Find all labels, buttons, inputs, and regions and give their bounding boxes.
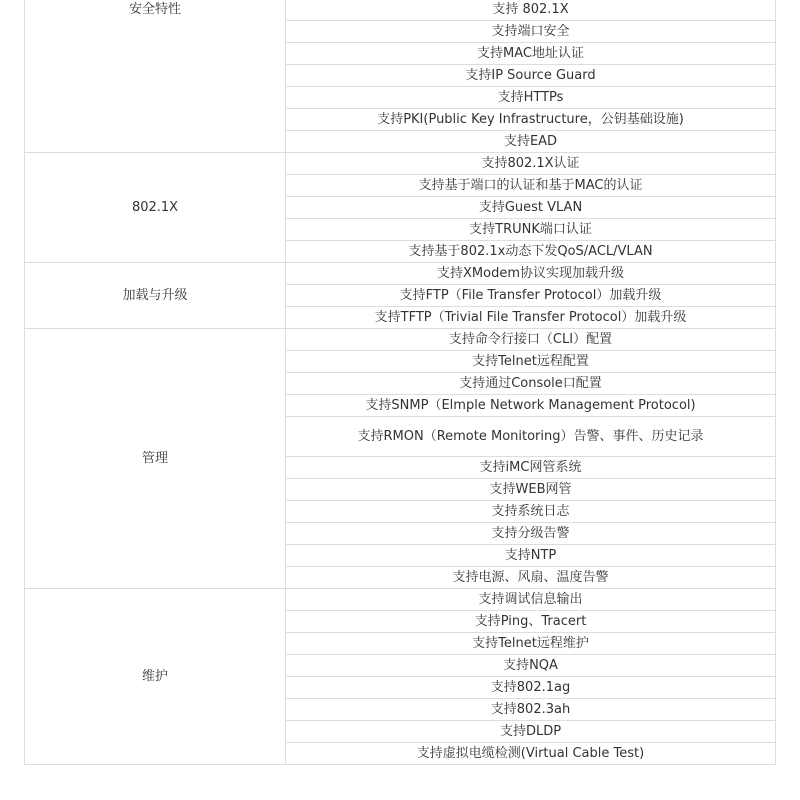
- category-cell: 加载与升级: [25, 263, 286, 329]
- table-row: [25, 589, 776, 611]
- feature-cell: 支持WEB网管: [286, 479, 776, 501]
- feature-cell: 支持基于端口的认证和基于MAC的认证: [286, 175, 776, 197]
- feature-cell: 支持RMON（Remote Monitoring）告警、事件、历史记录: [286, 417, 776, 457]
- feature-cell: 支持端口安全: [286, 21, 776, 43]
- feature-cell: 支持调试信息输出: [286, 589, 776, 611]
- category-cell: 维护: [25, 589, 286, 765]
- feature-cell: 支持SNMP（Elmple Network Management Protocol): [286, 395, 776, 417]
- category-cell: 管理: [25, 329, 286, 589]
- feature-cell: 支持HTTPs: [286, 87, 776, 109]
- category-cell: 802.1X: [25, 153, 286, 263]
- feature-cell: 支持 802.1X: [286, 0, 776, 21]
- feature-cell: 支持iMC网管系统: [286, 457, 776, 479]
- feature-cell: 支持TFTP（Trivial File Transfer Protocol）加载升级: [286, 307, 776, 329]
- feature-cell: 支持802.1X认证: [286, 153, 776, 175]
- feature-cell: 支持FTP（File Transfer Protocol）加载升级: [286, 285, 776, 307]
- feature-cell: 支持TRUNK端口认证: [286, 219, 776, 241]
- table-row: [25, 153, 776, 175]
- feature-cell: 支持802.3ah: [286, 699, 776, 721]
- feature-cell: 支持系统日志: [286, 501, 776, 523]
- feature-cell: 支持NTP: [286, 545, 776, 567]
- feature-cell: 支持通过Console口配置: [286, 373, 776, 395]
- feature-cell: 支持IP Source Guard: [286, 65, 776, 87]
- feature-cell: 支持Telnet远程配置: [286, 351, 776, 373]
- category-cell: 安全特性: [25, 0, 286, 153]
- feature-cell: 支持DLDP: [286, 721, 776, 743]
- feature-spec-table: [24, 0, 776, 765]
- table-row: [25, 329, 776, 351]
- feature-cell: 支持分级告警: [286, 523, 776, 545]
- feature-cell: 支持NQA: [286, 655, 776, 677]
- feature-cell: 支持Ping、Tracert: [286, 611, 776, 633]
- feature-cell: 支持Telnet远程维护: [286, 633, 776, 655]
- feature-cell: 支持基于802.1x动态下发QoS/ACL/VLAN: [286, 241, 776, 263]
- feature-cell: 支持电源、风扇、温度告警: [286, 567, 776, 589]
- feature-cell: 支持Guest VLAN: [286, 197, 776, 219]
- feature-cell: 支持命令行接口（CLI）配置: [286, 329, 776, 351]
- feature-cell: 支持虚拟电缆检测(Virtual Cable Test): [286, 743, 776, 765]
- feature-cell: 支持PKI(Public Key Infrastructure，公钥基础设施): [286, 109, 776, 131]
- feature-cell: 支持MAC地址认证: [286, 43, 776, 65]
- table-row: [25, 0, 776, 21]
- table-row: [25, 263, 776, 285]
- feature-cell: 支持EAD: [286, 131, 776, 153]
- feature-cell: 支持802.1ag: [286, 677, 776, 699]
- feature-cell: 支持XModem协议实现加载升级: [286, 263, 776, 285]
